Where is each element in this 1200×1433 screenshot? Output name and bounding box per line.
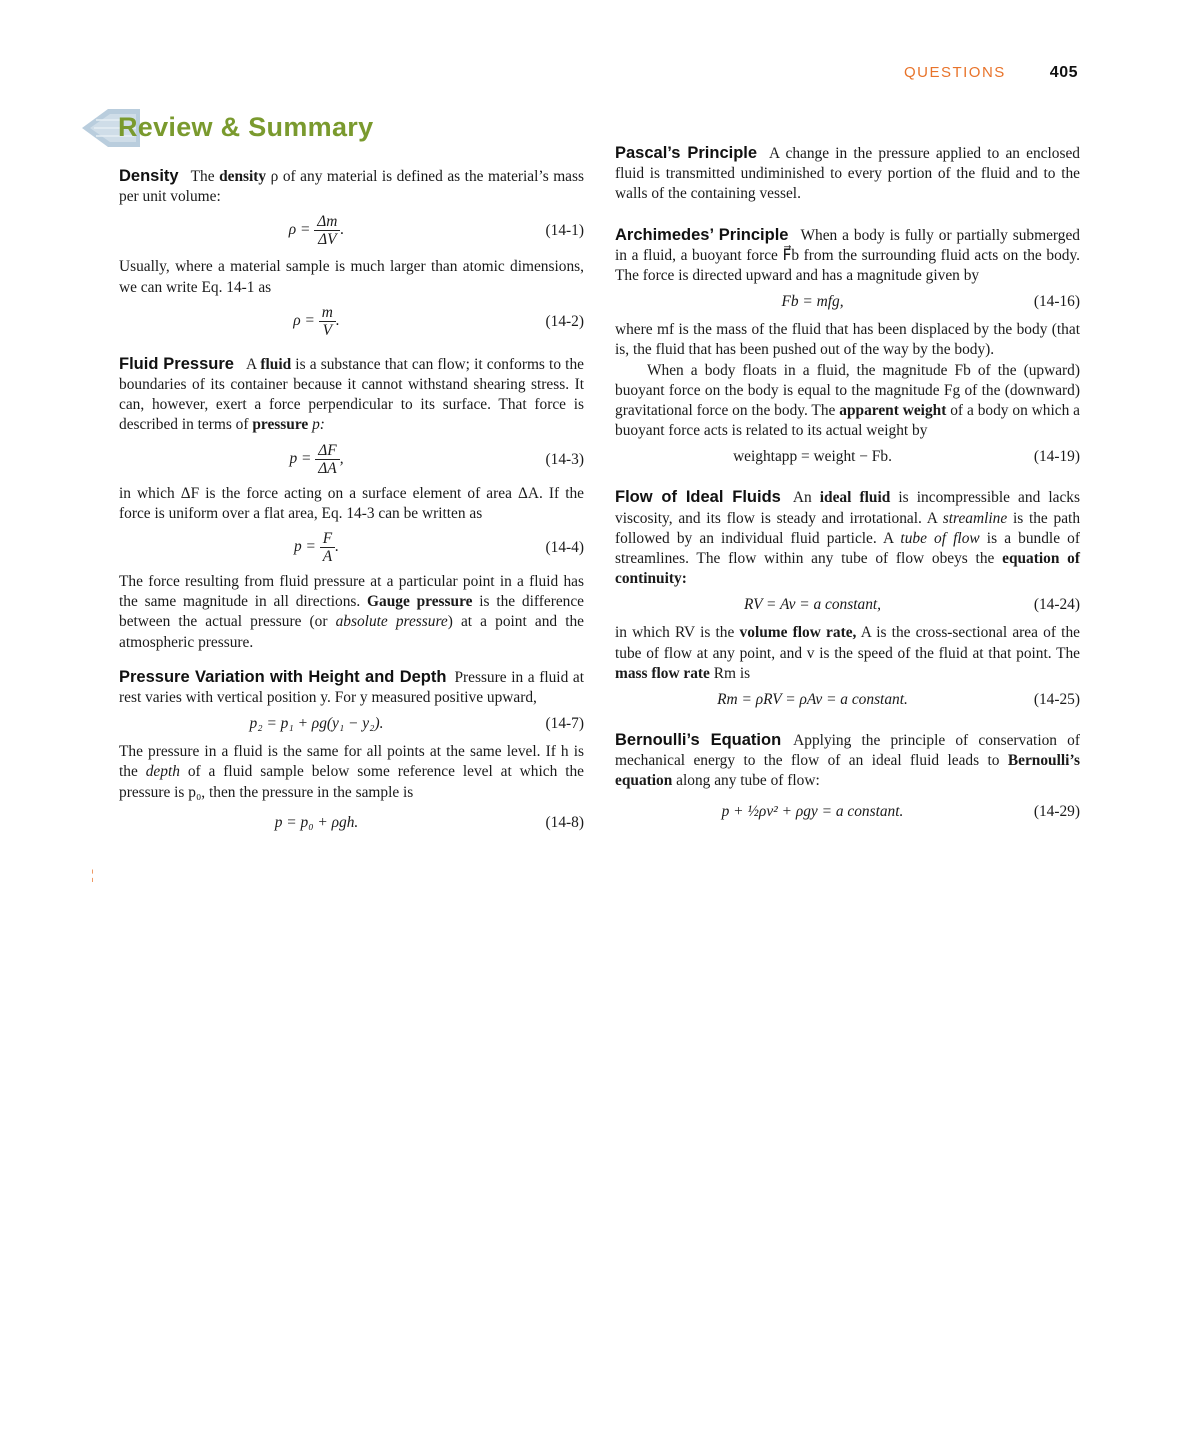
equation-14-19: weightapp = weight − Fb. (14-19) — [615, 445, 1080, 471]
archimedes-heading: Archimedes’ Principle — [615, 225, 789, 244]
pressure-variation-heading: Pressure Variation with Height and Depth — [119, 667, 447, 686]
density-heading: Density — [119, 167, 179, 185]
density-para-1: Density The density ρ of any material is defined as the material’s mass per unit volume: — [119, 167, 584, 206]
equation-number: (14-7) — [545, 715, 584, 733]
ideal-fluids-para-1: Flow of Ideal Fluids An ideal fluid is incompressible and lacks viscosity, and its flow is steady and irrotational. A streamline is the path followed by an individual fluid particle. A tube of flow is a bundle of streamlines. The flow within any tube of flow obeys the equation of continuity: — [615, 488, 1081, 588]
pascal-heading: Pascal’s Principle — [615, 144, 758, 162]
equation-number: (14-29) — [1033, 802, 1080, 820]
equation-14-7: p₂ = p₁ + ρg(y₁ − y₂). (14-7) — [119, 712, 584, 738]
density-para-2: Usually, where a material sample is much larger than atomic dimensions, we can write Eq. 14-1 as — [119, 258, 584, 296]
page-number: 405 — [1049, 64, 1078, 81]
equation-number: (14-24) — [1033, 596, 1080, 614]
fluid-pressure-heading: Fluid Pressure — [119, 354, 234, 373]
pressure-variation-para-1: Pressure Variation with Height and Depth Pressure in a fluid at rest varies with vertical position y. For y measured positive upward, — [119, 667, 584, 707]
ideal-fluids-para-2: in which RV is the volume flow rate, A is the cross-sectional area of the tube of flow at any point, and v is the speed of the fluid at that point. The mass flow rate Rm is — [615, 624, 1080, 682]
fluid-pressure-para-2: in which ΔF is the force acting on a surface element of area ΔA. If the force is uniform over a flat area, Eq. 14-3 can be written as — [119, 484, 584, 522]
equation-number: (14-25) — [1033, 691, 1080, 709]
equation-14-8: p = p₀ + ρgh. (14-8) — [119, 811, 584, 837]
equation-number: (14-1) — [545, 222, 584, 240]
equation-14-1: ρ = $\frac{\Delta m}{\Delta V}$ . (14-1) — [288, 213, 584, 249]
review-summary-banner — [80, 106, 460, 150]
equation-number: (14-16) — [1033, 293, 1080, 311]
margin-tick-mark: ¦ — [91, 868, 94, 883]
archimedes-para-1: Archimedes’ Principle When a body is fully or partially submerged in a fluid, a buoyant force F⃗b from the surrounding fluid acts on the body. The force is directed upward and has a magnitude given by — [615, 225, 1080, 285]
bernoulli-para: Bernoulli’s Equation Applying the principle of conservation of mechanical energy to the flow of an ideal fluid leads to Bernoulli’s equation along any tube of flow: — [615, 731, 1080, 790]
ideal-fluids-section — [615, 487, 1080, 714]
equation-number: (14-8) — [545, 813, 584, 831]
left-column — [119, 166, 584, 841]
equation-14-16: Fb = mfg, (14-16) — [615, 290, 1080, 316]
fluid-pressure-para-3: The force resulting from fluid pressure at a particular point in a fluid has the same magnitude in all directions. Gauge pressure is the difference between the actual pressure (or absolute pressure) at a point and the atmospheric pressure. — [119, 573, 585, 651]
right-column — [615, 143, 1080, 830]
archimedes-para-3: When a body floats in a fluid, the magnitude Fb of the (upward) buoyant force on the body is equal to the magnitude Fg of the (downward) gravitational force on the body. The apparent weight of a body on which a buoyant force acts is related to its actual weight by — [615, 361, 1080, 440]
banner-title: Review & Summary — [118, 112, 374, 142]
equation-number: (14-2) — [545, 312, 584, 330]
fluid-pressure-para-1: Fluid Pressure A fluid is a substance that can flow; it conforms to the boundaries of its container because it cannot withstand shearing stress. It can, however, exert a force perpendicular to its surface. That force is described in terms of pressure p: — [119, 354, 584, 434]
pascal-section — [615, 143, 1080, 205]
archimedes-section — [615, 225, 1080, 472]
equation-14-2: ρ = $\frac{m}{V}$ . (14-2) — [293, 303, 584, 339]
running-head — [904, 64, 1078, 82]
equation-number: (14-4) — [545, 538, 584, 556]
pressure-variation-section — [119, 667, 584, 837]
archimedes-para-2: where mf is the mass of the fluid that has been displaced by the body (that is, the fluid that has been pushed out of the way by the body). — [615, 321, 1080, 359]
pascal-para: Pascal’s Principle A change in the pressure applied to an enclosed fluid is transmitted undiminished to every portion of the fluid and to the walls of the containing vessel. — [615, 144, 1080, 203]
bernoulli-heading: Bernoulli’s Equation — [615, 731, 782, 750]
equation-14-4: p = $\frac{F}{A}$ . (14-4) — [293, 530, 584, 566]
equation-14-25: Rm = ρRV = ρAv = a constant. (14-25) — [615, 688, 1080, 714]
equation-number: (14-3) — [545, 450, 584, 468]
density-section — [119, 166, 584, 340]
fluid-pressure-section — [119, 354, 584, 653]
bernoulli-section — [615, 730, 1080, 826]
equation-14-24: RV = Av = a constant, (14-24) — [615, 593, 1080, 619]
pressure-variation-para-2: The pressure in a fluid is the same for all points at the same level. If h is the depth of a fluid sample below some reference level at which the pressure is p₀, then the pressure in the sample is — [119, 743, 584, 801]
ideal-fluids-heading: Flow of Ideal Fluids — [615, 488, 781, 507]
equation-number: (14-19) — [1033, 448, 1080, 466]
equation-14-29: p + ½ρv² + ρgy = a constant. (14-29) — [615, 800, 1080, 826]
equation-14-3: p = $\frac{\Delta F}{\Delta A}$ , (14-3) — [289, 441, 584, 477]
running-head-section: QUESTIONS — [903, 64, 1006, 81]
